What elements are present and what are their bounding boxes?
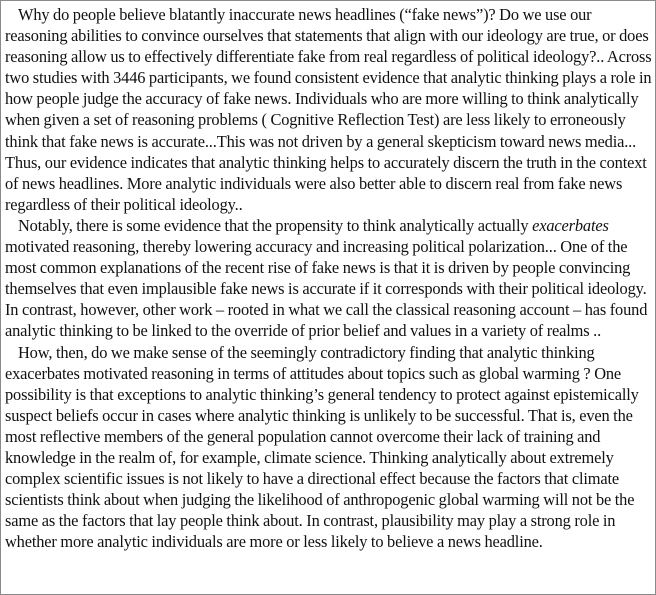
document-body xyxy=(5,4,652,552)
paragraph-2-rest: motivated reasoning, thereby lowering accuracy and increasing political polarization... One of the most common explanations of the recent rise of fake news is that it is driven by people convincing themselves that even implausible fake news is accurate if it corresponds with their political ideology. In contrast, however, other work – rooted in what we call the classical reasoning account – has found analytic thinking to be linked to the override of prior belief and values in a variety of realms .. xyxy=(5,237,648,341)
paragraph-3: How, then, do we make sense of the seemingly contradictory finding that analytic thinking exacerbates motivated reasoning in terms of attitudes about topics such as global warming ? One possibility is that exceptions to analytic thinking’s general tendency to protect against epistemically suspect beliefs occur in cases where analytic thinking is unlikely to be successful. That is, even the most reflective members of the general population cannot overcome their lack of training and knowledge in the realm of, for example, climate science. Thinking analytically about extremely complex scientific issues is not likely to have a directional effect because the factors that climate scientists think about when judging the likelihood of anthropogenic global warming will not be the same as the factors that lay people think about. In contrast, plausibility may play a strong role in whether more analytic individuals are more or less likely to believe a news headline. xyxy=(5,342,639,552)
paragraph-2 xyxy=(5,215,652,342)
paragraph-2-emphasis: exacerbates xyxy=(532,215,609,235)
paragraph-2-lead: Notably, there is some evidence that the propensity to think analytically actually xyxy=(18,215,529,235)
paragraph-1: Why do people believe blatantly inaccurate news headlines (“fake news”)? Do we use our reasoning abilities to convince ourselves that statements that align with our ideology are true, or does reasoning allow us to effectively differentiate fake from real regardless of political ideology?.. Across two studies with 3446 participants, we found consistent evidence that analytic thinking plays a role in how people judge the accuracy of fake news. Individuals who are more willing to think analytically when given a set of reasoning problems ( Cognitive Reflection Test) are less likely to erroneously think that fake news is accurate...This was not driven by a general skepticism toward news media... Thus, our evidence indicates that analytic thinking helps to accurately discern the truth in the context of news headlines. More analytic individuals were also better able to discern real from fake news regardless of their political ideology.. xyxy=(5,5,652,214)
